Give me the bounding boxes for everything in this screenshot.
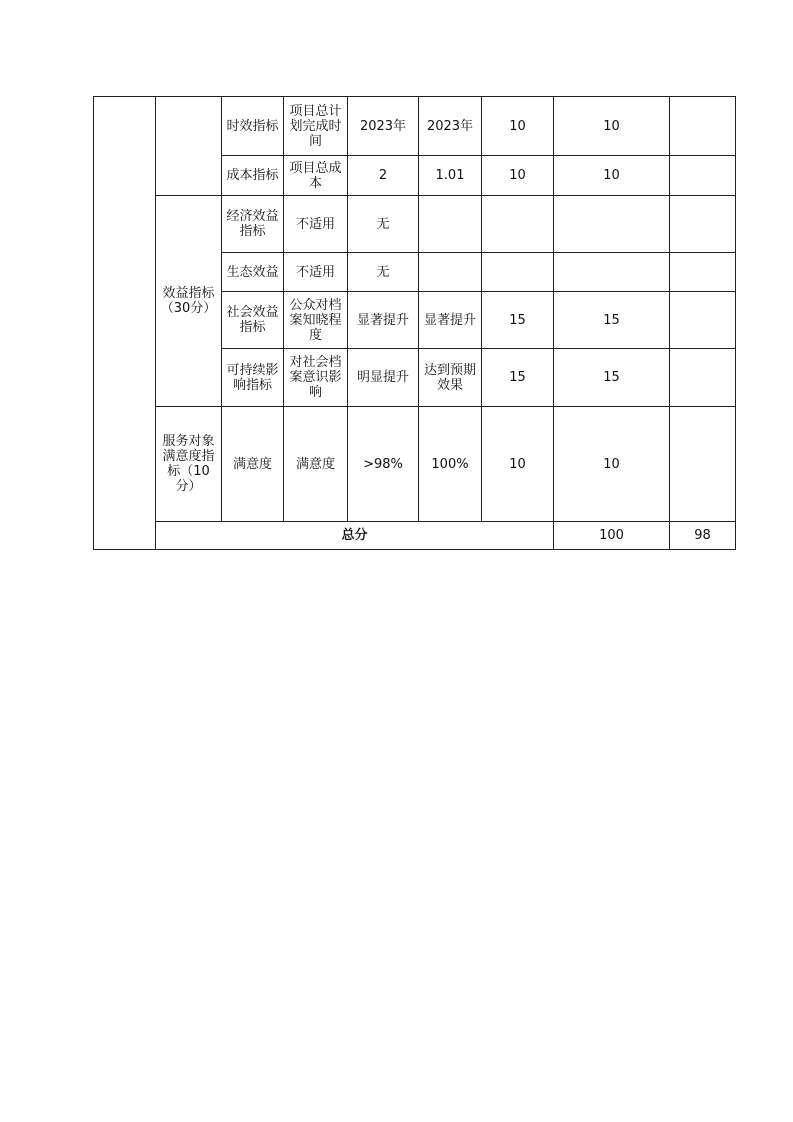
performance-table xyxy=(93,96,736,550)
note-cell xyxy=(670,292,736,349)
indicator-cell: 对社会档案意识影响 xyxy=(284,349,348,407)
target-cell: 2 xyxy=(348,156,419,196)
category-cell xyxy=(94,97,156,550)
note-cell xyxy=(670,196,736,253)
table-row xyxy=(94,407,736,522)
indicator-cell: 项目总成本 xyxy=(284,156,348,196)
weight-cell: 10 xyxy=(482,407,554,522)
total-label: 总分 xyxy=(156,522,554,550)
total-score: 98 xyxy=(670,522,736,550)
score-cell: 10 xyxy=(554,407,670,522)
sub-indicator-cell: 社会效益指标 xyxy=(222,292,284,349)
actual-cell: 2023年 xyxy=(419,97,482,156)
score-cell xyxy=(554,253,670,292)
actual-cell: 达到预期效果 xyxy=(419,349,482,407)
actual-cell xyxy=(419,253,482,292)
target-cell: 无 xyxy=(348,253,419,292)
indicator-cell: 不适用 xyxy=(284,196,348,253)
indicator-cell: 不适用 xyxy=(284,253,348,292)
actual-cell: 1.01 xyxy=(419,156,482,196)
target-cell: >98% xyxy=(348,407,419,522)
note-cell xyxy=(670,407,736,522)
note-cell xyxy=(670,156,736,196)
group-cell xyxy=(156,97,222,196)
group-cell-benefit: 效益指标（30分） xyxy=(156,196,222,407)
sub-indicator-cell: 生态效益 xyxy=(222,253,284,292)
total-weight: 100 xyxy=(554,522,670,550)
note-cell xyxy=(670,349,736,407)
indicator-cell: 项目总计划完成时间 xyxy=(284,97,348,156)
weight-cell: 10 xyxy=(482,97,554,156)
sub-indicator-cell: 满意度 xyxy=(222,407,284,522)
target-cell: 明显提升 xyxy=(348,349,419,407)
score-cell: 10 xyxy=(554,156,670,196)
weight-cell: 15 xyxy=(482,349,554,407)
group-cell-satisfaction: 服务对象满意度指标（10分） xyxy=(156,407,222,522)
actual-cell: 显著提升 xyxy=(419,292,482,349)
weight-cell xyxy=(482,253,554,292)
indicator-cell: 满意度 xyxy=(284,407,348,522)
score-cell xyxy=(554,196,670,253)
sub-indicator-cell: 可持续影响指标 xyxy=(222,349,284,407)
weight-cell: 15 xyxy=(482,292,554,349)
target-cell: 显著提升 xyxy=(348,292,419,349)
table-row xyxy=(94,97,736,156)
indicator-cell: 公众对档案知晓程度 xyxy=(284,292,348,349)
score-cell: 15 xyxy=(554,349,670,407)
note-cell xyxy=(670,97,736,156)
note-cell xyxy=(670,253,736,292)
actual-cell: 100% xyxy=(419,407,482,522)
sub-indicator-cell: 经济效益指标 xyxy=(222,196,284,253)
target-cell: 2023年 xyxy=(348,97,419,156)
table-row xyxy=(94,196,736,253)
sub-indicator-cell: 成本指标 xyxy=(222,156,284,196)
actual-cell xyxy=(419,196,482,253)
sub-indicator-cell: 时效指标 xyxy=(222,97,284,156)
score-cell: 10 xyxy=(554,97,670,156)
total-row xyxy=(94,522,736,550)
weight-cell: 10 xyxy=(482,156,554,196)
weight-cell xyxy=(482,196,554,253)
score-cell: 15 xyxy=(554,292,670,349)
target-cell: 无 xyxy=(348,196,419,253)
